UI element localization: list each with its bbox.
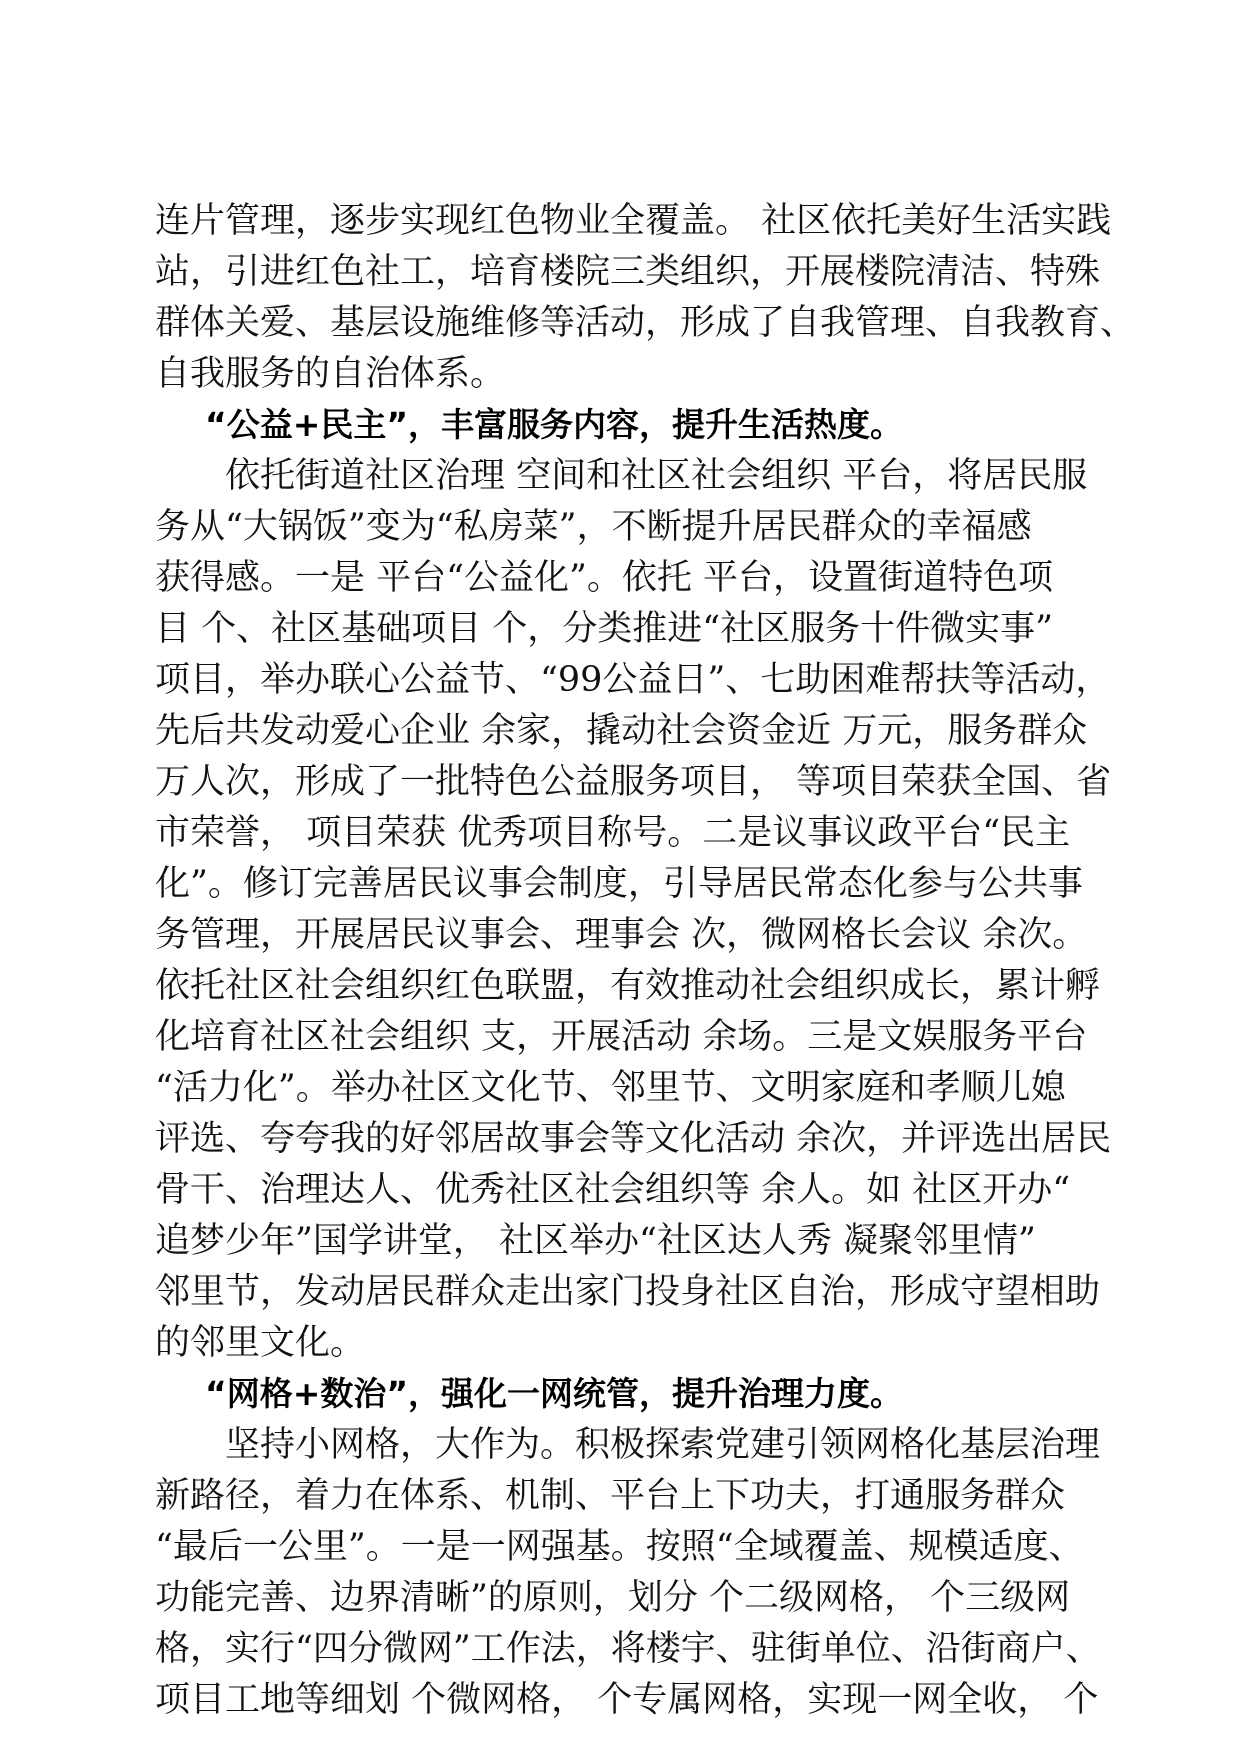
- body-line: 化培育社区社会组织 支，开展活动 余场。三是文娱服务平台: [155, 1017, 1088, 1057]
- paragraph-first-line: 依托街道社区治理 空间和社区社会组织 平台，将居民服: [225, 456, 1088, 496]
- section-heading: “公益+民主”，丰富服务内容，提升生活热度。: [205, 405, 904, 444]
- body-line: 格，实行“四分微网”工作法，将楼宇、驻街单位、沿街商户、: [155, 1629, 1101, 1669]
- body-line: 项目工地等细划 个微网格， 个专属网格，实现一网全收， 个: [155, 1680, 1099, 1720]
- body-line: 群体关爱、基层设施维修等活动，形成了自我管理、自我教育、: [155, 303, 1136, 343]
- body-line: 功能完善、边界清晰”的原则，划分 个二级网格， 个三级网: [155, 1578, 1071, 1618]
- body-line: 骨干、治理达人、优秀社区社会组织等 余人。如 社区开办“: [155, 1170, 1071, 1210]
- paragraph-first-line: 坚持小网格，大作为。积极探索党建引领网格化基层治理: [225, 1425, 1101, 1465]
- body-line: 获得感。一是 平台“公益化”。依托 平台，设置街道特色项: [155, 558, 1054, 598]
- body-line: 评选、夸夸我的好邻居故事会等文化活动 余次，并评选出居民: [155, 1119, 1112, 1159]
- body-line: 务从“大锅饭”变为“私房菜”，不断提升居民群众的幸福感: [155, 507, 1032, 547]
- body-line: 自我服务的自治体系。: [155, 354, 506, 394]
- body-line: 的邻里文化。: [155, 1323, 366, 1363]
- body-line: 追梦少年”国学讲堂， 社区举办“社区达人秀 凝聚邻里情”: [155, 1221, 1036, 1261]
- body-line: “活力化”。举办社区文化节、邻里节、文明家庭和孝顺儿媳: [155, 1068, 1066, 1108]
- body-line: 务管理，开展居民议事会、理事会 次，微网格长会议 余次。: [155, 915, 1088, 955]
- body-line: 化”。修订完善居民议事会制度，引导居民常态化参与公共事: [155, 864, 1083, 904]
- body-line: 依托社区社会组织红色联盟，有效推动社会组织成长，累计孵: [155, 966, 1101, 1006]
- body-line: 站，引进红色社工，培育楼院三类组织，开展楼院清洁、特殊: [155, 252, 1101, 292]
- body-line: 邻里节，发动居民群众走出家门投身社区自治，形成守望相助: [155, 1272, 1101, 1312]
- body-line: 万人次，形成了一批特色公益服务项目， 等项目荣获全国、省: [155, 762, 1112, 802]
- body-line: “最后一公里”。一是一网强基。按照“全域覆盖、规模适度、: [155, 1527, 1084, 1567]
- body-line: 先后共发动爱心企业 余家，撬动社会资金近 万元，服务群众: [155, 711, 1088, 751]
- section-heading: “网格+数治”，强化一网统管，提升治理力度。: [205, 1374, 904, 1413]
- body-line: 连片管理，逐步实现红色物业全覆盖。 社区依托美好生活实践: [155, 201, 1112, 241]
- body-line: 目 个、社区基础项目 个，分类推进“社区服务十件微实事”: [155, 609, 1054, 649]
- body-line: 市荣誉， 项目荣获 优秀项目称号。二是议事议政平台“民主: [155, 813, 1071, 853]
- body-line: 新路径，着力在体系、机制、平台上下功夫，打通服务群众: [155, 1476, 1066, 1516]
- body-line: 项目，举办联心公益节、“99公益日”、七助困难帮扶等活动，: [155, 660, 1111, 700]
